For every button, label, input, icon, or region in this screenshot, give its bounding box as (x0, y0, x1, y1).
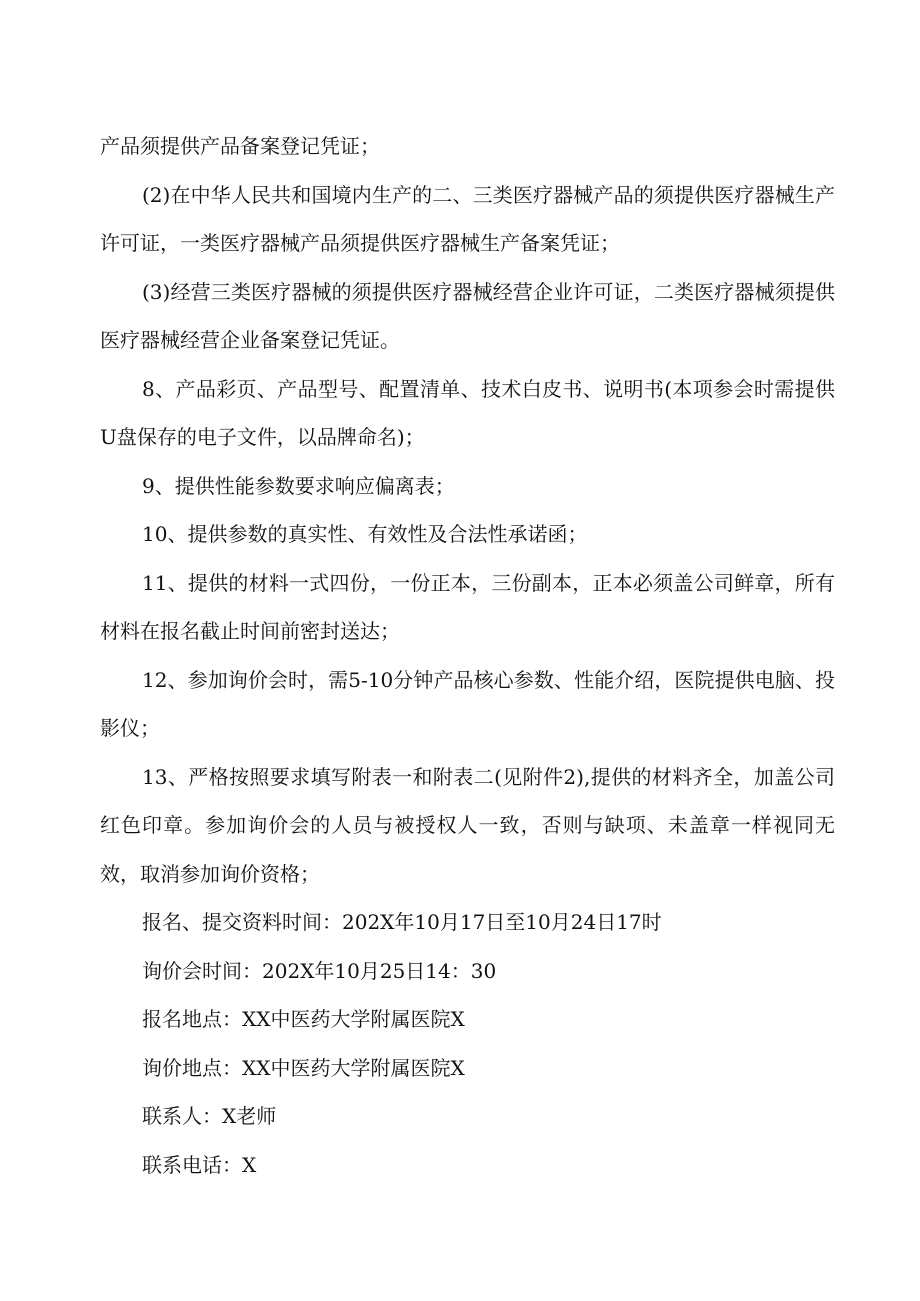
registration-location: 报名地点：XX中医药大学附属医院X (142, 1007, 465, 1031)
registration-time: 报名、提交资料时间：202X年10月17日至10月24日17时 (142, 910, 662, 934)
paragraph-item-9-deviation-table: 9、提供性能参数要求响应偏离表； (142, 473, 455, 498)
paragraph-filing-certificate: 产品须提供产品备案登记凭证； (100, 134, 380, 158)
paragraph-item-13-forms: 13、严格按照要求填写附表一和附表二(见附件2),提供的材料齐全，加盖公司红色印章。参加询价会的人员与被授权人一致，否则与缺项、未盖章一样视同无效，取消参加询价资格； (100, 764, 835, 886)
paragraph-item-3-business-license: (3)经营三类医疗器械的须提供医疗器械经营企业许可证，二类医疗器械须提供医疗器械经营企业备案登记凭证。 (100, 279, 835, 352)
contact-phone: 联系电话：X (142, 1152, 257, 1177)
paragraph-item-8-product-materials: 8、产品彩页、产品型号、配置清单、技术白皮书、说明书(本项参会时需提供U盘保存的电子文件，以品牌命名)； (100, 376, 835, 449)
document-body (100, 122, 835, 1189)
paragraph-item-10-commitment-letter: 10、提供参数的真实性、有效性及合法性承诺函； (142, 522, 588, 546)
paragraph-item-11-copies: 11、提供的材料一式四份，一份正本，三份副本，正本必须盖公司鲜章，所有材料在报名截止时间前密封送达； (100, 570, 835, 643)
contact-person: 联系人：X老师 (142, 1104, 277, 1128)
paragraph-item-2-production-license: (2)在中华人民共和国境内生产的二、三类医疗器械产品的须提供医疗器械生产许可证，一类医疗器械产品须提供医疗器械生产备案凭证； (100, 182, 835, 255)
inquiry-location: 询价地点：XX中医药大学附属医院X (142, 1055, 465, 1080)
paragraph-item-12-presentation: 12、参加询价会时，需5-10分钟产品核心参数、性能介绍，医院提供电脑、投影仪； (100, 667, 835, 740)
inquiry-meeting-time: 询价会时间：202X年10月25日14：30 (142, 958, 497, 983)
